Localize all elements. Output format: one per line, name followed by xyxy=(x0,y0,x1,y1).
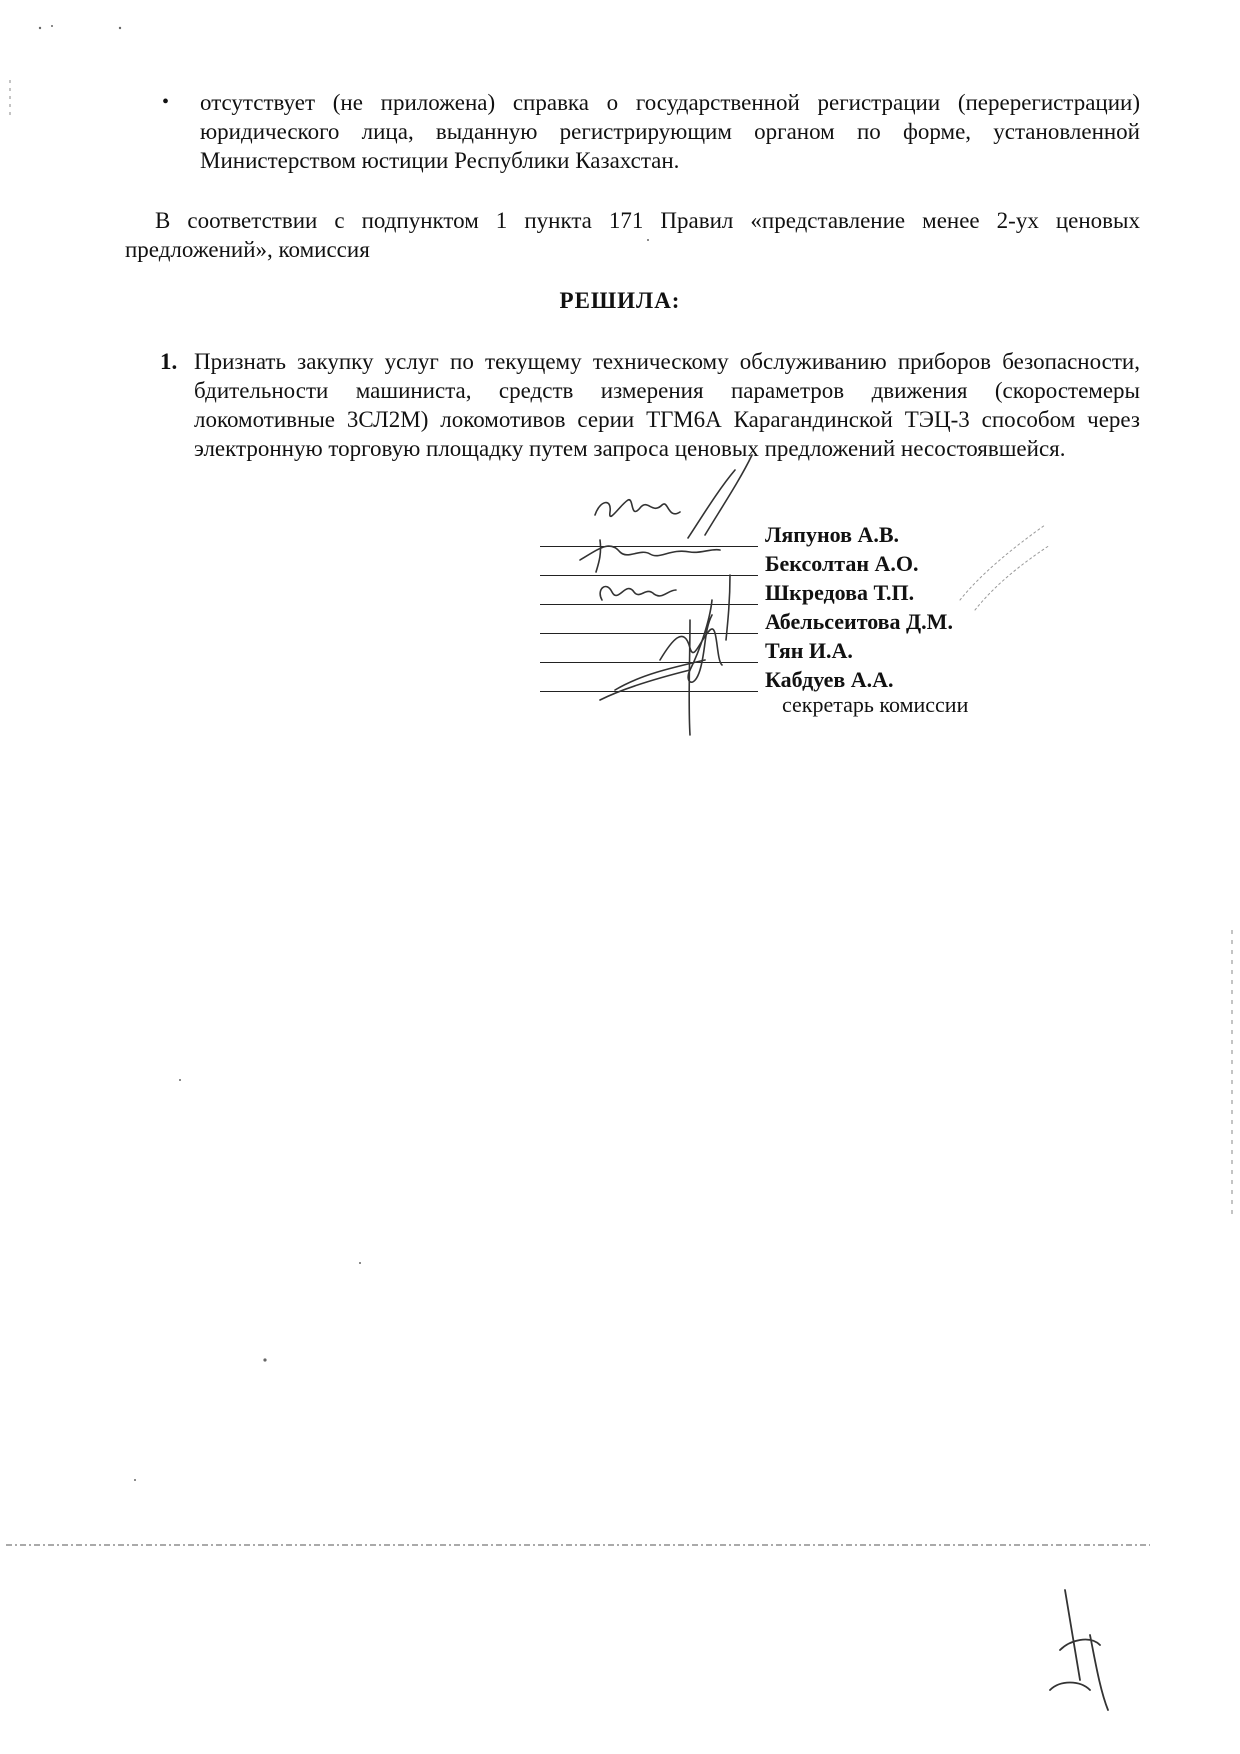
signatory-name: Шкредова Т.П. xyxy=(765,580,915,605)
signature-1 xyxy=(595,455,752,538)
secretary-role: секретарь комиссии xyxy=(782,692,969,717)
pencil-mark xyxy=(960,525,1050,610)
signature-5 xyxy=(600,629,722,700)
decision-number: 1. xyxy=(160,349,178,374)
signatory-name: Кабдуев А.А. xyxy=(765,667,894,692)
basis-paragraph: В соответствии с подпунктом 1 пункта 171 Правил «представление менее 2-ух ценовых предложений», комиссия xyxy=(125,208,1140,262)
signature-flourish xyxy=(689,620,690,735)
bullet-text: отсутствует (не приложена) справка о государственной регистрации (перерегистрации) юридического лица, выданную регистрирующим органом по форме, установленной Министерством юстиции Республики Казахстан. xyxy=(200,90,1140,173)
bullet-mark: • xyxy=(162,91,170,113)
signatory-name: Ляпунов А.В. xyxy=(765,522,900,547)
signature-2 xyxy=(580,540,720,572)
scan-speckles xyxy=(39,25,649,1481)
signature-4 xyxy=(688,600,712,682)
decision-heading: РЕШИЛА: xyxy=(559,288,681,313)
signatory-name: Бексолтан А.О. xyxy=(765,551,919,576)
corner-initials xyxy=(1050,1590,1108,1710)
signatory-name: Тян И.А. xyxy=(765,638,853,663)
signatory-name: Абельсеитова Д.М. xyxy=(765,609,953,634)
decision-text: Признать закупку услуг по текущему техническому обслуживанию приборов безопасности, бдительности машиниста, средств измерения параметров движения (скоростемеры локомотивные 3СЛ2М) локомотивов серии ТГМ6А Карагандинской ТЭЦ-3 способом через электронную торговую площадку путем запроса ценовых предложений несостоявшейся. xyxy=(194,349,1140,461)
